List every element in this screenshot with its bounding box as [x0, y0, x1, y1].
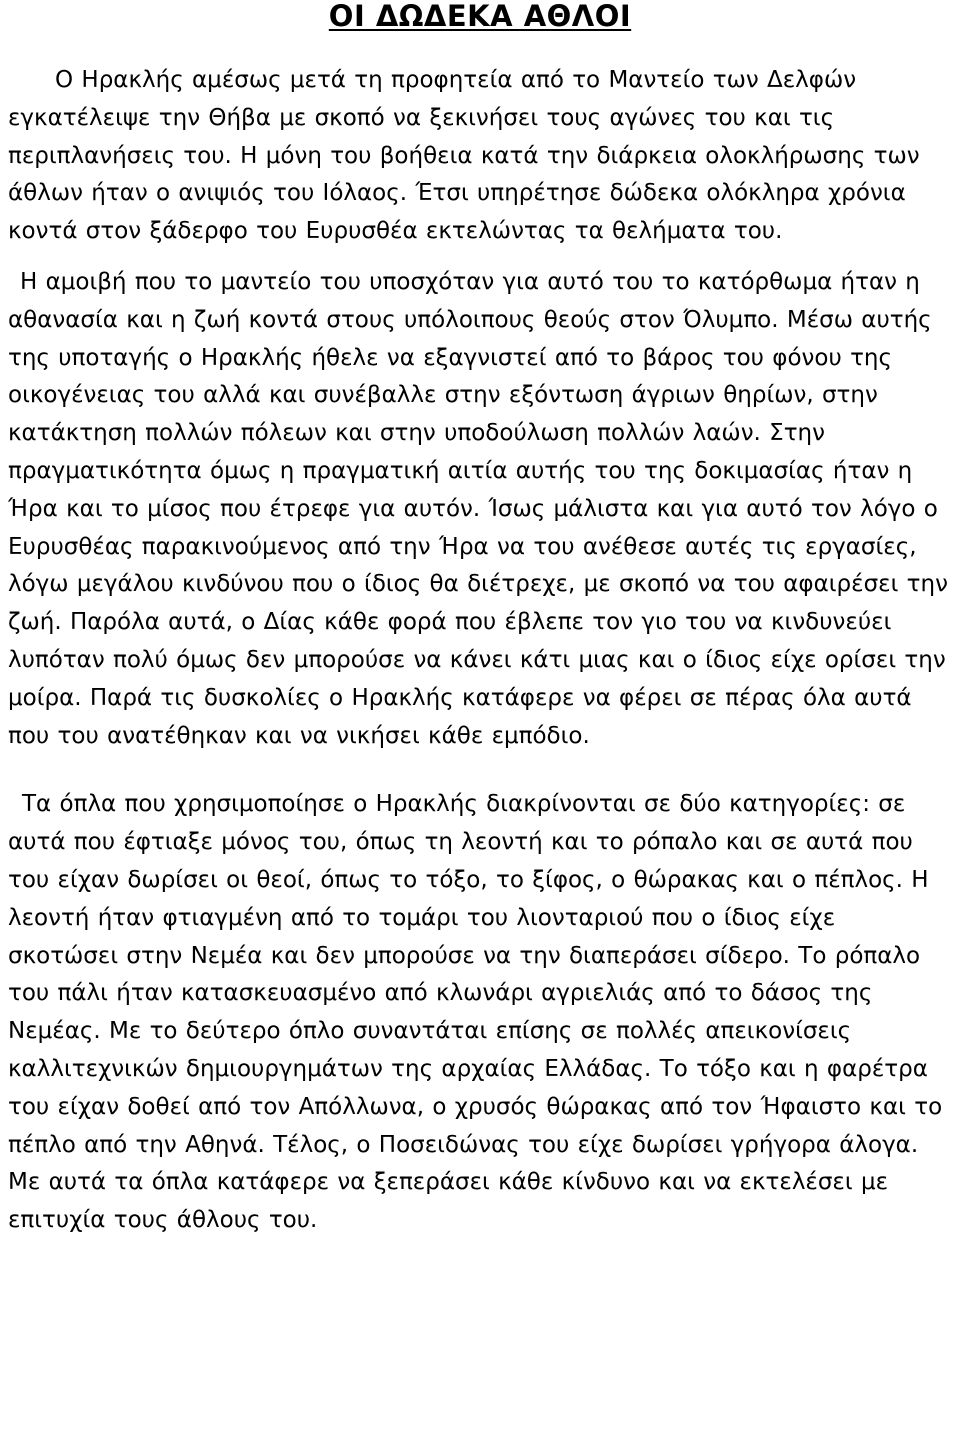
- paragraph-1: Ο Ηρακλής αμέσως μετά τη προφητεία από το Μαντείο των Δελφών εγκατέλειψε την Θήβα με σκοπό να ξεκινήσει τους αγώνες του και τις περιπλανήσεις του. Η μόνη του βοήθεια κατά την διάρκεια ολοκλήρωσης των άθλων ήταν ο ανιψιός του Ιόλαος. Έτσι υπηρέτησε δώδεκα ολόκληρα χρόνια κοντά στον ξάδερφο του Ευρυσθέα εκτελώντας τα θελήματα του.: [8, 67, 920, 245]
- document-title: ΟΙ ΔΩΔΕΚΑ ΑΘΛΟΙ: [328, 0, 632, 33]
- paragraph-2: Η αμοιβή που το μαντείο του υποσχόταν για αυτό του το κατόρθωμα ήταν η αθανασία και η ζωή κοντά στους υπόλοιπους θεούς στον Όλυμπο. Μέσω αυτής της υποταγής ο Ηρακλής ήθελε να εξαγνιστεί από το βάρος του φόνου της οικογένειας του αλλά και συνέβαλλε στην εξόντωση άγριων θηρίων, στην κατάκτηση πολλών πόλεων και στην υποδούλωση πολλών λαών. Στην πραγματικότητα όμως η πραγματική αιτία αυτής του της δοκιμασίας ήταν η Ήρα και το μίσος που έτρεφε για αυτόν. Ίσως μάλιστα και για αυτό τον λόγο ο Ευρυσθέας παρακινούμενος από την Ήρα να του ανέθεσε αυτές τις εργασίες, λόγω μεγάλου κινδύνου που ο ίδιος θα διέτρεχε, με σκοπό να του αφαιρέσει την ζωή. Παρόλα αυτά, ο Δίας κάθε φορά που έβλεπε τον γιο του να κινδυνεύει λυπόταν πολύ όμως δεν μπορούσε να κάνει κάτι μιας και ο ίδιος είχε ορίσει την μοίρα. Παρά τις δυσκολίες ο Ηρακλής κατάφερε να φέρει σε πέρας όλα αυτά που του ανατέθηκαν και να νικήσει κάθε εμπόδιο.: [8, 268, 948, 749]
- paragraph-3: Τα όπλα που χρησιμοποίησε ο Ηρακλής διακρίνονται σε δύο κατηγορίες: σε αυτά που έφτιαξε μόνος του, όπως τη λεοντή και το ρόπαλο και σε αυτά που του είχαν δωρίσει οι θεοί, όπως το τόξο, το ξίφος, ο θώρακας και ο πέπλος. Η λεοντή ήταν φτιαγμένη από το τομάρι του λιονταριού που ο ίδιος είχε σκοτώσει στην Νεμέα και δεν μπορούσε να την διαπεράσει σίδερο. Το ρόπαλο του πάλι ήταν κατασκευασμένο από κλωνάρι αγριελιάς από το δάσος της Νεμέας. Με το δεύτερο όπλο συναντάται επίσης σε πολλές απεικονίσεις καλλιτεχνικών δημιουργημάτων της αρχαίας Ελλάδας. Το τόξο και η φαρέτρα του είχαν δοθεί από τον Απόλλωνα, ο χρυσός θώρακας από τον Ήφαιστο και το πέπλο από την Αθηνά. Τέλος, ο Ποσειδώνας του είχε δωρίσει γρήγορα άλογα. Με αυτά τα όπλα κατάφερε να ξεπεράσει κάθε κίνδυνο και να εκτελέσει με επιτυχία τους άθλους του.: [8, 791, 943, 1234]
